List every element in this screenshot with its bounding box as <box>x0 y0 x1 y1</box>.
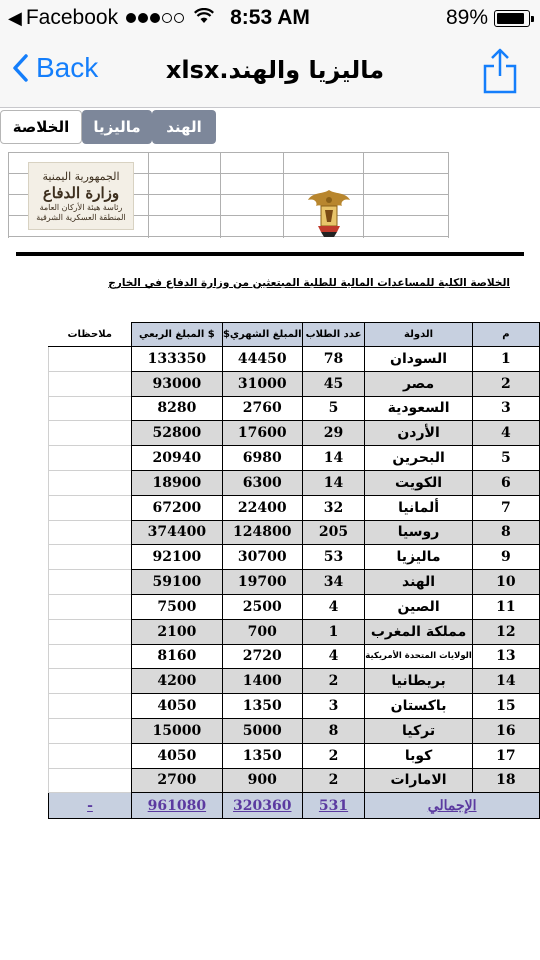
row-monthly-cell[interactable]: 2760 <box>222 396 302 421</box>
row-students-cell[interactable]: 14 <box>302 470 365 495</box>
row-quarterly-cell[interactable]: 93000 <box>131 371 222 396</box>
total-notes[interactable]: - <box>49 793 132 819</box>
row-students-cell[interactable]: 2 <box>302 768 365 793</box>
table-row <box>49 495 540 520</box>
row-index-cell[interactable]: 18 <box>472 768 539 793</box>
row-country-cell[interactable]: الهند <box>365 570 473 595</box>
row-index-cell[interactable]: 17 <box>472 743 539 768</box>
row-monthly-cell[interactable]: 30700 <box>222 545 302 570</box>
national-emblem-icon <box>304 184 354 242</box>
row-notes-cell[interactable] <box>49 619 132 644</box>
row-quarterly-cell[interactable]: 8280 <box>131 396 222 421</box>
row-index-cell[interactable]: 10 <box>472 570 539 595</box>
table-row <box>49 347 540 372</box>
table-row <box>49 619 540 644</box>
navigation-bar <box>0 36 540 108</box>
row-index-cell[interactable]: 1 <box>472 347 539 372</box>
table-row <box>49 694 540 719</box>
row-index-cell[interactable]: 4 <box>472 421 539 446</box>
row-quarterly-cell[interactable]: 374400 <box>131 520 222 545</box>
row-country-cell[interactable]: ماليزيا <box>365 545 473 570</box>
row-notes-cell[interactable] <box>49 495 132 520</box>
row-notes-cell[interactable] <box>49 545 132 570</box>
letterhead-area <box>8 152 540 238</box>
row-notes-cell[interactable] <box>49 446 132 471</box>
table-row <box>49 371 540 396</box>
row-monthly-cell[interactable]: 31000 <box>222 371 302 396</box>
row-quarterly-cell[interactable]: 15000 <box>131 718 222 743</box>
row-monthly-cell[interactable]: 1350 <box>222 743 302 768</box>
row-index-cell[interactable]: 5 <box>472 446 539 471</box>
row-monthly-cell[interactable]: 17600 <box>222 421 302 446</box>
row-monthly-cell[interactable]: 6300 <box>222 470 302 495</box>
row-quarterly-cell[interactable]: 2100 <box>131 619 222 644</box>
row-country-cell[interactable]: مصر <box>365 371 473 396</box>
total-row <box>49 793 540 819</box>
row-index-cell[interactable]: 15 <box>472 694 539 719</box>
battery-percent: 89% <box>445 6 488 29</box>
row-country-cell[interactable]: الأردن <box>365 421 473 446</box>
document-title: ماليزيا والهند.xlsx <box>165 56 385 84</box>
row-country-cell[interactable]: السعودية <box>365 396 473 421</box>
row-country-cell[interactable]: تركيا <box>365 718 473 743</box>
row-students-cell[interactable]: 2 <box>302 743 365 768</box>
header-students: عدد الطلاب <box>302 323 365 347</box>
row-index-cell[interactable]: 9 <box>472 545 539 570</box>
tab-india[interactable]: الهند <box>152 110 216 144</box>
row-quarterly-cell[interactable]: 4050 <box>131 743 222 768</box>
row-index-cell[interactable]: 13 <box>472 644 539 669</box>
row-monthly-cell[interactable]: 5000 <box>222 718 302 743</box>
back-to-app-icon: ◀ <box>8 7 22 28</box>
row-monthly-cell[interactable]: 124800 <box>222 520 302 545</box>
row-monthly-cell[interactable]: 2720 <box>222 644 302 669</box>
row-index-cell[interactable]: 3 <box>472 396 539 421</box>
row-country-cell[interactable]: البحرين <box>365 446 473 471</box>
row-country-cell[interactable]: باكستان <box>365 694 473 719</box>
table-row <box>49 520 540 545</box>
table-row <box>49 545 540 570</box>
row-quarterly-cell[interactable]: 133350 <box>131 347 222 372</box>
row-country-cell[interactable]: ألمانيا <box>365 495 473 520</box>
total-monthly[interactable]: 320360 <box>222 793 302 819</box>
row-monthly-cell[interactable]: 900 <box>222 768 302 793</box>
sheet-tabs <box>0 108 540 148</box>
row-notes-cell[interactable] <box>49 347 132 372</box>
row-country-cell[interactable]: كوبا <box>365 743 473 768</box>
row-quarterly-cell[interactable]: 4050 <box>131 694 222 719</box>
row-index-cell[interactable]: 8 <box>472 520 539 545</box>
row-index-cell[interactable]: 11 <box>472 594 539 619</box>
header-quarterly: $ المبلغ الربعي <box>131 323 222 347</box>
row-students-cell[interactable]: 78 <box>302 347 365 372</box>
row-notes-cell[interactable] <box>49 396 132 421</box>
row-index-cell[interactable]: 16 <box>472 718 539 743</box>
row-notes-cell[interactable] <box>49 371 132 396</box>
table-row <box>49 570 540 595</box>
row-index-cell[interactable]: 12 <box>472 619 539 644</box>
row-monthly-cell[interactable]: 6980 <box>222 446 302 471</box>
table-row <box>49 669 540 694</box>
row-notes-cell[interactable] <box>49 644 132 669</box>
divider-rule <box>16 252 524 256</box>
row-notes-cell[interactable] <box>49 470 132 495</box>
header-country: الدولة <box>365 323 473 347</box>
row-notes-cell[interactable] <box>49 570 132 595</box>
row-monthly-cell[interactable]: 1350 <box>222 694 302 719</box>
share-icon <box>482 46 518 94</box>
status-right <box>446 6 530 30</box>
total-students[interactable]: 531 <box>302 793 365 819</box>
row-country-cell[interactable]: الامارات <box>365 768 473 793</box>
row-quarterly-cell[interactable]: 59100 <box>131 570 222 595</box>
back-button[interactable] <box>12 52 98 84</box>
row-monthly-cell[interactable]: 2500 <box>222 594 302 619</box>
row-students-cell[interactable]: 45 <box>302 371 365 396</box>
row-monthly-cell[interactable]: 22400 <box>222 495 302 520</box>
row-students-cell[interactable]: 3 <box>302 694 365 719</box>
row-country-cell[interactable]: السودان <box>365 347 473 372</box>
row-students-cell[interactable]: 5 <box>302 396 365 421</box>
row-students-cell[interactable]: 4 <box>302 594 365 619</box>
row-notes-cell[interactable] <box>49 718 132 743</box>
row-students-cell[interactable]: 8 <box>302 718 365 743</box>
table-row <box>49 644 540 669</box>
row-notes-cell[interactable] <box>49 768 132 793</box>
row-quarterly-cell[interactable]: 20940 <box>131 446 222 471</box>
share-button[interactable] <box>482 46 518 98</box>
row-students-cell[interactable]: 32 <box>302 495 365 520</box>
row-country-cell[interactable]: الكويت <box>365 470 473 495</box>
row-students-cell[interactable]: 205 <box>302 520 365 545</box>
battery-icon <box>494 10 530 27</box>
table-row <box>49 768 540 793</box>
row-students-cell[interactable]: 29 <box>302 421 365 446</box>
spreadsheet-view[interactable] <box>0 148 540 960</box>
row-notes-cell[interactable] <box>49 743 132 768</box>
row-monthly-cell[interactable]: 1400 <box>222 669 302 694</box>
header-notes: ملاحظات <box>49 323 132 347</box>
clock: 8:53 AM <box>230 6 310 29</box>
back-to-app-label: Facebook <box>25 6 119 29</box>
table-row <box>49 446 540 471</box>
row-students-cell[interactable]: 1 <box>302 619 365 644</box>
row-quarterly-cell[interactable]: 8160 <box>131 644 222 669</box>
row-quarterly-cell[interactable]: 18900 <box>131 470 222 495</box>
row-country-cell[interactable]: مملكة المغرب <box>365 619 473 644</box>
row-notes-cell[interactable] <box>49 520 132 545</box>
row-quarterly-cell[interactable]: 67200 <box>131 495 222 520</box>
ministry-letterhead-logo: الجمهورية اليمنية وزارة الدفاع رئاسة هيئة الأركان العامة المنطقة العسكرية الشرقية <box>28 162 134 230</box>
row-students-cell[interactable]: 2 <box>302 669 365 694</box>
row-country-cell[interactable]: روسيا <box>365 520 473 545</box>
row-index-cell[interactable]: 7 <box>472 495 539 520</box>
row-index-cell[interactable]: 2 <box>472 371 539 396</box>
table-row <box>49 594 540 619</box>
table-row <box>49 396 540 421</box>
table-header-row <box>49 323 540 347</box>
row-notes-cell[interactable] <box>49 421 132 446</box>
row-quarterly-cell[interactable]: 92100 <box>131 545 222 570</box>
row-country-cell[interactable]: الصين <box>365 594 473 619</box>
total-label[interactable]: الإجمالي <box>365 793 540 819</box>
summary-table <box>48 322 540 819</box>
row-students-cell[interactable]: 53 <box>302 545 365 570</box>
row-country-cell[interactable]: الولايات المتحدة الأمريكية <box>365 644 473 669</box>
row-students-cell[interactable]: 4 <box>302 644 365 669</box>
row-country-cell[interactable]: بريطانيا <box>365 669 473 694</box>
report-title: الخلاصة الكلية للمساعدات المالية للطلبة المبتعثين من وزارة الدفاع في الخارج <box>108 277 510 289</box>
row-quarterly-cell[interactable]: 52800 <box>131 421 222 446</box>
header-monthly: المبلغ الشهري$ <box>222 323 302 347</box>
status-bar <box>0 0 540 36</box>
table-row <box>49 743 540 768</box>
tab-summary[interactable]: الخلاصة <box>0 110 82 144</box>
table-row <box>49 718 540 743</box>
row-notes-cell[interactable] <box>49 669 132 694</box>
row-students-cell[interactable]: 34 <box>302 570 365 595</box>
row-quarterly-cell[interactable]: 7500 <box>131 594 222 619</box>
row-index-cell[interactable]: 14 <box>472 669 539 694</box>
row-monthly-cell[interactable]: 44450 <box>222 347 302 372</box>
back-label: Back <box>36 52 99 83</box>
row-notes-cell[interactable] <box>49 594 132 619</box>
table-row <box>49 421 540 446</box>
tab-malaysia[interactable]: ماليزيا <box>82 110 152 144</box>
total-quarterly[interactable]: 961080 <box>131 793 222 819</box>
row-index-cell[interactable]: 6 <box>472 470 539 495</box>
row-quarterly-cell[interactable]: 4200 <box>131 669 222 694</box>
row-monthly-cell[interactable]: 700 <box>222 619 302 644</box>
header-index: م <box>472 323 539 347</box>
row-monthly-cell[interactable]: 19700 <box>222 570 302 595</box>
table-row <box>49 470 540 495</box>
row-notes-cell[interactable] <box>49 694 132 719</box>
chevron-left-icon <box>12 54 28 82</box>
row-quarterly-cell[interactable]: 2700 <box>131 768 222 793</box>
row-students-cell[interactable]: 14 <box>302 446 365 471</box>
